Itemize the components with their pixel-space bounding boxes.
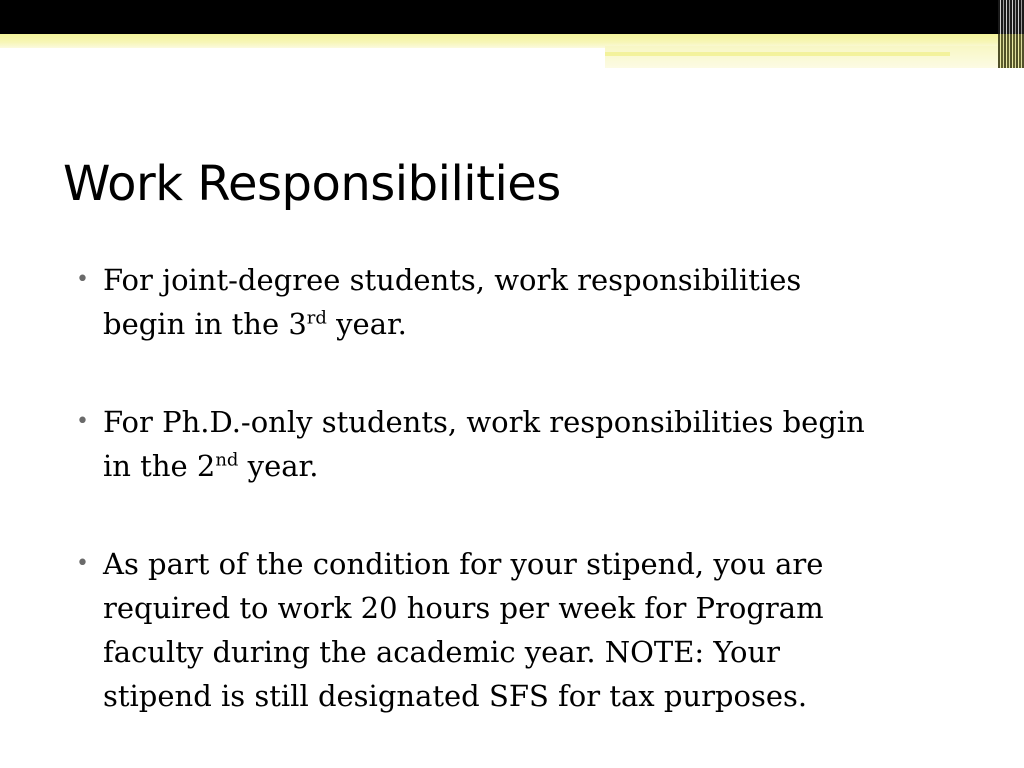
bullet-text-line: As part of the condition for your stipend, you are <box>103 547 824 581</box>
bullet-item-joint-degree <box>76 258 976 346</box>
bullet-text-line: in the 2 <box>103 449 216 483</box>
bullet-text-line: faculty during the academic year. NOTE: Your <box>103 635 781 669</box>
header-yellow-band-accent <box>605 46 1024 68</box>
ordinal-suffix: rd <box>306 307 327 329</box>
ordinal-suffix: nd <box>215 449 239 471</box>
bullet-text-line: year. <box>326 307 407 341</box>
bullet-text-line: begin in the 3 <box>103 307 307 341</box>
bullet-item-stipend <box>76 542 976 718</box>
header-yellow-line <box>605 52 950 56</box>
header-stripes-lower-decoration <box>998 34 1024 68</box>
bullet-dot-icon: • <box>76 409 89 434</box>
bullet-dot-icon: • <box>76 551 89 576</box>
bullet-item-phd-only <box>76 400 976 488</box>
bullet-text-line: For joint-degree students, work responsibilities <box>103 263 802 297</box>
bullet-list <box>76 258 976 768</box>
bullet-text-line: required to work 20 hours per week for Program <box>103 591 824 625</box>
bullet-dot-icon: • <box>76 267 89 292</box>
slide-title: Work Responsibilities <box>63 156 561 212</box>
bullet-text-line: For Ph.D.-only students, work responsibilities begin <box>103 405 865 439</box>
bullet-text-line: stipend is still designated SFS for tax purposes. <box>103 679 808 713</box>
header-black-bar <box>0 0 1024 34</box>
bullet-text-line: year. <box>238 449 319 483</box>
